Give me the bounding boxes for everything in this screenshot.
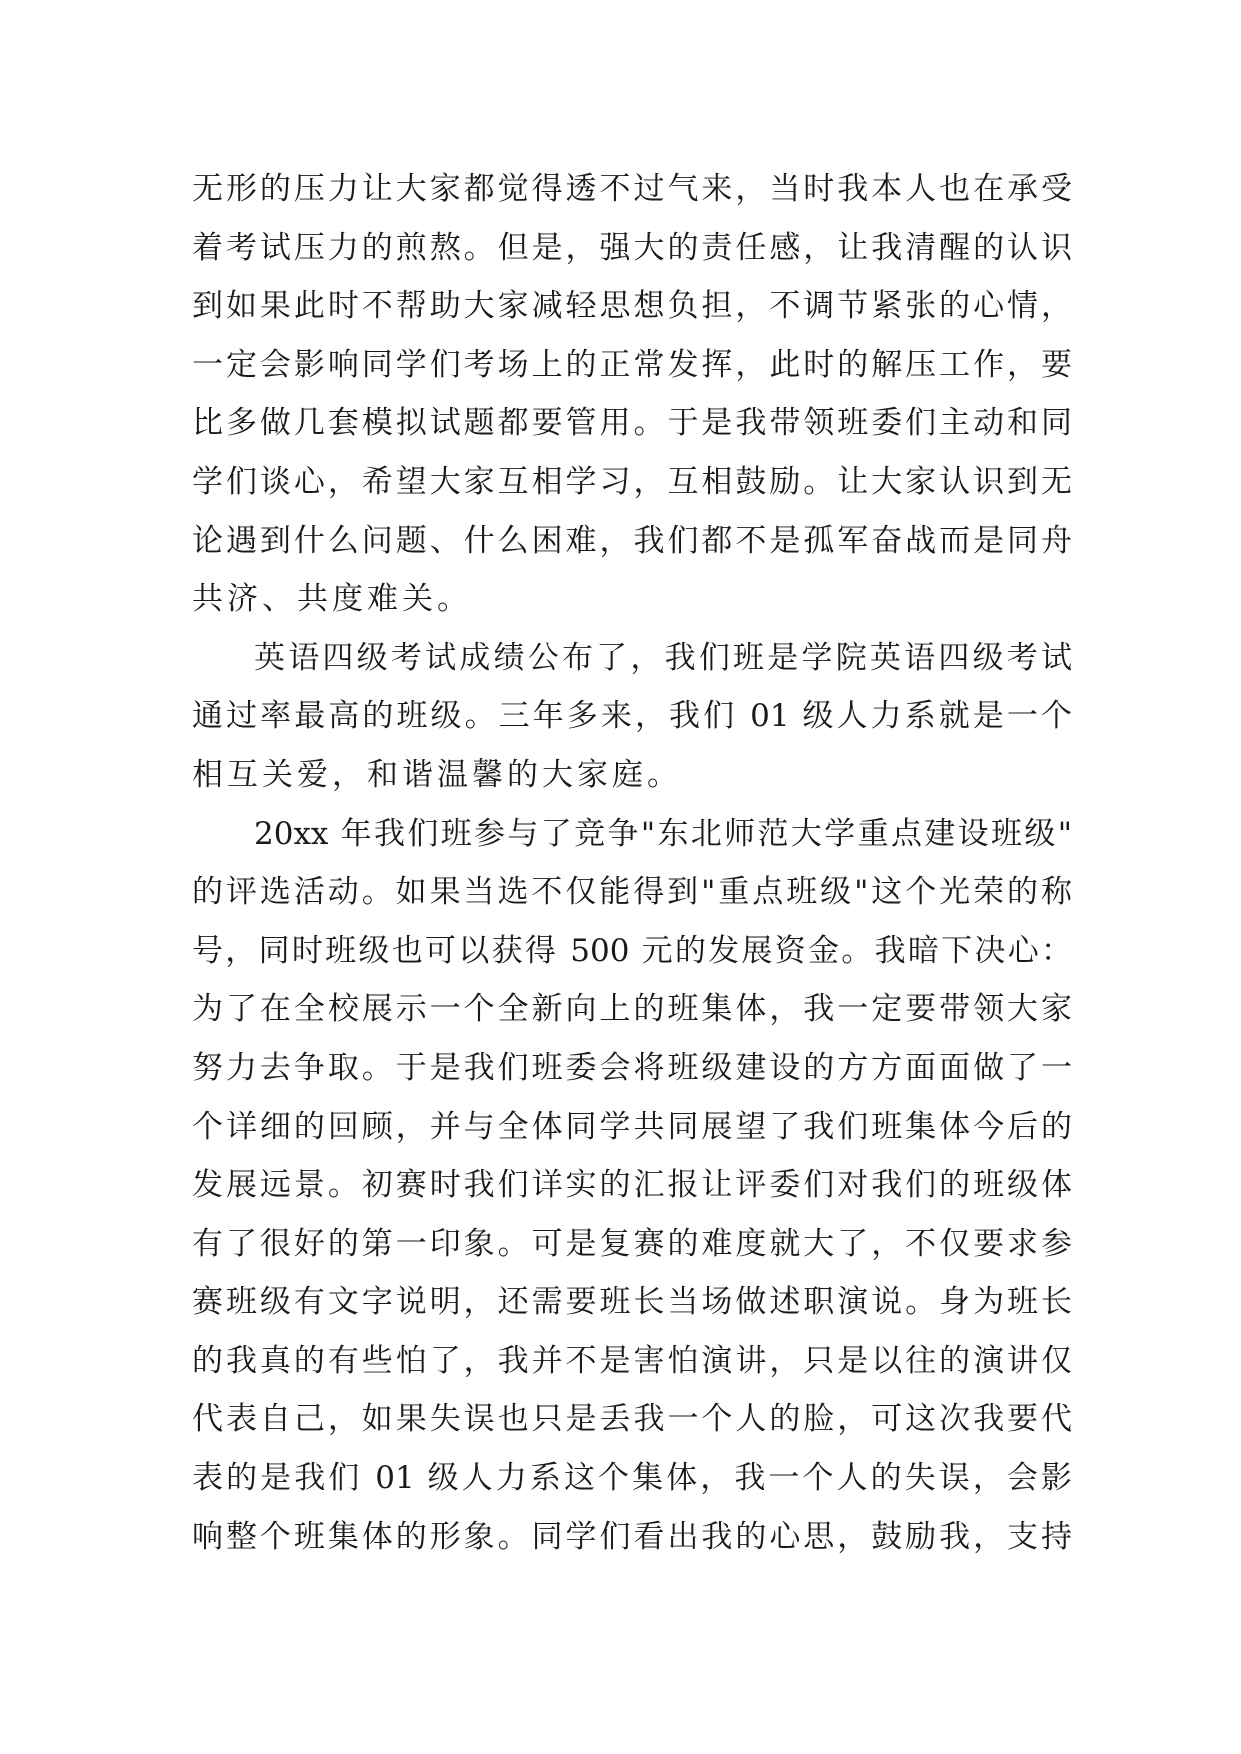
text-line: 发展远景。初赛时我们详实的汇报让评委们对我们的班级体 xyxy=(192,1167,1072,1204)
text-line: 的我真的有些怕了，我并不是害怕演讲，只是以往的演讲仅 xyxy=(192,1342,1072,1379)
text-line: 的评选活动。如果当选不仅能得到"重点班级"这个光荣的称 xyxy=(192,874,1072,911)
text-line: 响整个班集体的形象。同学们看出我的心思，鼓励我，支持 xyxy=(192,1518,1072,1555)
text-line: 20xx 年我们班参与了竞争"东北师范大学重点建设班级" xyxy=(254,815,1072,852)
text-line: 论遇到什么问题、什么困难，我们都不是孤军奋战而是同舟 xyxy=(192,522,1072,559)
text-line: 有了很好的第一印象。可是复赛的难度就大了，不仅要求参 xyxy=(192,1225,1072,1262)
text-line: 通过率最高的班级。三年多来，我们 01 级人力系就是一个 xyxy=(192,698,1072,735)
text-line: 代表自己，如果失误也只是丢我一个人的脸，可这次我要代 xyxy=(192,1401,1072,1438)
body-text xyxy=(192,160,1072,1566)
text-line: 比多做几套模拟试题都要管用。于是我带领班委们主动和同 xyxy=(192,405,1072,442)
text-line: 个详细的回顾，并与全体同学共同展望了我们班集体今后的 xyxy=(192,1108,1072,1145)
text-line: 赛班级有文字说明，还需要班长当场做述职演说。身为班长 xyxy=(192,1284,1072,1321)
text-line: 相互关爱，和谐温馨的大家庭。 xyxy=(192,756,682,793)
text-line: 为了在全校展示一个全新向上的班集体，我一定要带领大家 xyxy=(192,991,1072,1028)
text-line: 学们谈心，希望大家互相学习，互相鼓励。让大家认识到无 xyxy=(192,463,1072,500)
text-line: 共济、共度难关。 xyxy=(192,581,472,618)
text-line: 号，同时班级也可以获得 500 元的发展资金。我暗下决心： xyxy=(192,932,1072,969)
text-line: 一定会影响同学们考场上的正常发挥，此时的解压工作，要 xyxy=(192,346,1072,383)
text-line: 到如果此时不帮助大家减轻思想负担，不调节紧张的心情， xyxy=(192,288,1072,325)
text-line: 表的是我们 01 级人力系这个集体，我一个人的失误，会影 xyxy=(192,1460,1072,1497)
text-line: 着考试压力的煎熬。但是，强大的责任感，让我清醒的认识 xyxy=(192,229,1072,266)
text-line: 努力去争取。于是我们班委会将班级建设的方方面面做了一 xyxy=(192,1049,1072,1086)
text-line: 无形的压力让大家都觉得透不过气来，当时我本人也在承受 xyxy=(192,171,1072,207)
text-line: 英语四级考试成绩公布了，我们班是学院英语四级考试 xyxy=(254,639,1072,676)
